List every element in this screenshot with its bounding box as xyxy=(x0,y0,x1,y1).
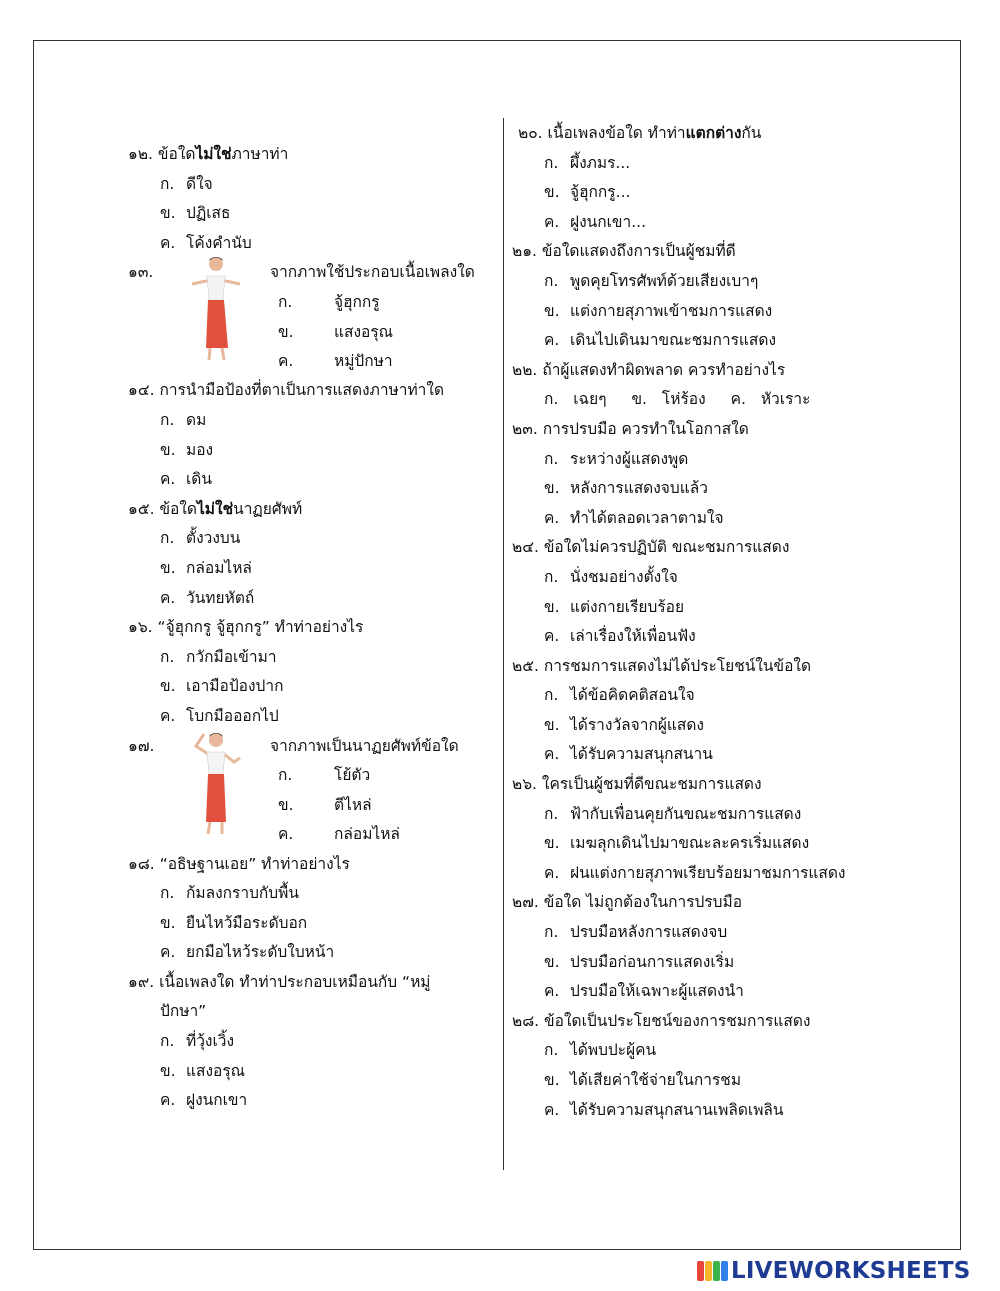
option-a[interactable]: ก. จู้ฮุกกรู xyxy=(278,292,380,311)
question-stem: ๑๒. ข้อใดไม่ใช่ภาษาท่า xyxy=(128,145,289,163)
option-a[interactable]: ก. ดม xyxy=(160,410,207,429)
question-13 xyxy=(128,258,488,376)
option-a[interactable]: ก. ฟ้ากับเพื่อนคุยกันขณะชมการแสดง xyxy=(544,804,802,823)
option-b[interactable]: ข. ปฏิเสธ xyxy=(160,204,231,223)
question-21 xyxy=(512,237,952,355)
option-a[interactable]: ก. ดีใจ xyxy=(160,174,213,193)
question-stem: ๒๘. ข้อใดเป็นประโยชน์ของการชมการแสดง xyxy=(512,1011,811,1030)
question-28 xyxy=(512,1007,952,1125)
question-prompt: จากภาพใช้ประกอบเนื้อเพลงใด xyxy=(270,263,475,282)
logo-bar-4 xyxy=(721,1261,728,1281)
options xyxy=(278,288,393,377)
option-a[interactable]: ก. โย้ตัว xyxy=(278,766,371,785)
question-stem: ๒๑. ข้อใดแสดงถึงการเป็นผู้ชมที่ดี xyxy=(512,242,736,261)
option-b[interactable]: ข. โห่ร้อง xyxy=(631,390,706,409)
options xyxy=(278,761,400,850)
option-b[interactable]: ข. เมฆลุกเดินไปมาขณะละครเริ่มแสดง xyxy=(544,834,810,853)
option-b[interactable]: ข. แต่งกายเรียบร้อย xyxy=(544,597,685,616)
question-stem: ๒๐. เนื้อเพลงข้อใด ทำท่าแตกต่างกัน xyxy=(518,124,762,142)
option-a[interactable]: ก. ที่วุ้งเวิ้ง xyxy=(160,1032,235,1051)
option-c[interactable]: ค. ได้รับความสนุกสนานเพลิดเพลิน xyxy=(544,1100,784,1119)
option-b[interactable]: ข. กล่อมไหล่ xyxy=(160,558,252,577)
dancer-skirt xyxy=(206,300,228,348)
option-c[interactable]: ค. วันทยหัตถ์ xyxy=(160,588,255,607)
question-27 xyxy=(512,888,952,1006)
question-stem: ๑๘. “อธิษฐานเอย” ทำท่าอย่างไร xyxy=(128,854,350,873)
option-c[interactable]: ค. ได้รับความสนุกสนาน xyxy=(544,745,713,764)
option-b[interactable]: ข. มอง xyxy=(160,440,214,459)
option-a[interactable]: ก. ตั้งวงบน xyxy=(160,529,241,548)
option-a[interactable]: ก. ได้พบปะผู้คน xyxy=(544,1041,657,1060)
option-a[interactable]: ก. พูดคุยโทรศัพท์ด้วยเสียงเบาๆ xyxy=(544,271,759,290)
dancer-legs xyxy=(208,822,222,834)
option-c[interactable]: ค. ปรบมือให้เฉพาะผู้แสดงนำ xyxy=(544,982,744,1001)
option-c[interactable]: ค. หัวเราะ xyxy=(730,390,811,409)
question-20 xyxy=(512,119,952,237)
question-17 xyxy=(128,732,488,850)
dancer-image xyxy=(178,254,254,366)
liveworksheets-logo[interactable] xyxy=(697,1258,970,1284)
dancer-image xyxy=(178,728,254,840)
logo-mark-icon xyxy=(697,1261,728,1281)
question-22 xyxy=(512,356,952,415)
option-c[interactable]: ค. ทำได้ตลอดเวลาตามใจ xyxy=(544,508,724,527)
option-b[interactable]: ข. ตีไหล่ xyxy=(278,795,372,814)
option-a[interactable]: ก. ได้ข้อคิดคติสอนใจ xyxy=(544,686,695,705)
question-12 xyxy=(128,140,488,258)
option-c[interactable]: ค. ฝนแต่งกายสุภาพเรียบร้อยมาชมการแสดง xyxy=(544,863,846,882)
option-a[interactable]: ก. กวักมือเข้ามา xyxy=(160,647,277,666)
option-c[interactable]: ค. ยกมือไหว้ระดับใบหน้า xyxy=(160,943,335,962)
option-b[interactable]: ข. เอามือป้องปาก xyxy=(160,677,284,696)
question-number: ๑๓. xyxy=(128,263,154,282)
question-stem: ๑๔. การนำมือป้องที่ตาเป็นการแสดงภาษาท่าใด xyxy=(128,381,445,400)
option-b[interactable]: ข. ได้เสียค่าใช้จ่ายในการชม xyxy=(544,1071,742,1089)
inline-options xyxy=(512,385,952,415)
option-a[interactable]: ก. เฉยๆ xyxy=(544,390,607,409)
right-column xyxy=(512,119,952,1125)
option-b[interactable]: ข. แสงอรุณ xyxy=(160,1061,246,1080)
question-prompt: จากภาพเป็นนาฏยศัพท์ข้อใด xyxy=(270,736,459,755)
question-15 xyxy=(128,495,488,613)
question-18 xyxy=(128,850,488,968)
option-c[interactable]: ค. โค้งคำนับ xyxy=(160,233,252,252)
question-stem: ๒๖. ใครเป็นผู้ชมที่ดีขณะชมการแสดง xyxy=(512,775,762,794)
dancer-shirt xyxy=(207,276,225,300)
question-25 xyxy=(512,652,952,770)
question-stem: ๑๖. “จู้ฮุกกรู จู้ฮุกกรู” ทำท่าอย่างไร xyxy=(128,618,364,637)
question-16 xyxy=(128,613,488,731)
question-stem: ๑๙. เนื้อเพลงใด ทำท่าประกอบเหมือนกับ “หมู่ xyxy=(128,972,431,991)
left-column xyxy=(128,140,488,1116)
question-26 xyxy=(512,770,952,888)
option-c[interactable]: ค. เล่าเรื่องให้เพื่อนฟัง xyxy=(544,627,696,646)
option-c[interactable]: ค. กล่อมไหล่ xyxy=(278,825,400,844)
option-b[interactable]: ข. แสงอรุณ xyxy=(278,322,394,341)
question-stem-continued: ปักษา” xyxy=(160,1002,207,1021)
question-24 xyxy=(512,533,952,651)
option-a[interactable]: ก. ระหว่างผู้แสดงพูด xyxy=(544,449,689,468)
option-c[interactable]: ค. เดิน xyxy=(160,470,212,489)
column-divider xyxy=(503,118,504,1170)
option-b[interactable]: ข. ได้รางวัลจากผู้แสดง xyxy=(544,715,704,734)
option-a[interactable]: ก. ปรบมือหลังการแสดงจบ xyxy=(544,923,728,942)
option-c[interactable]: ค. ฝูงนกเขา xyxy=(160,1091,248,1110)
option-c[interactable]: ค. เดินไปเดินมาขณะชมการแสดง xyxy=(544,331,777,350)
question-stem: ๒๓. การปรบมือ ควรทำในโอกาสใด xyxy=(512,419,749,438)
option-a[interactable]: ก. นั่งชมอย่างตั้งใจ xyxy=(544,567,678,586)
option-b[interactable]: ข. หลังการแสดงจบแล้ว xyxy=(544,479,708,498)
logo-bar-3 xyxy=(713,1261,720,1281)
option-b[interactable]: ข. ยืนไหว้มือระดับอก xyxy=(160,913,308,932)
dancer-skirt xyxy=(206,774,226,822)
question-19 xyxy=(128,968,488,1116)
question-number: ๑๗. xyxy=(128,736,155,755)
question-stem: ๑๕. ข้อใดไม่ใช่นาฏยศัพท์ xyxy=(128,499,303,518)
option-b[interactable]: ข. จู้ฮุกกรู... xyxy=(544,183,631,202)
option-b[interactable]: ข. แต่งกายสุภาพเข้าชมการแสดง xyxy=(544,301,773,320)
question-23 xyxy=(512,415,952,533)
question-stem: ๒๗. ข้อใด ไม่ถูกต้องในการปรบมือ xyxy=(512,893,743,912)
option-a[interactable]: ก. ผึ้งภมร... xyxy=(544,153,631,172)
logo-text: LIVEWORKSHEETS xyxy=(731,1258,971,1284)
question-stem: ๒๕. การชมการแสดงไม่ได้ประโยชน์ในข้อใด xyxy=(512,656,812,675)
option-c[interactable]: ค. หมู่ปักษา xyxy=(278,352,393,371)
dancer-shirt xyxy=(207,752,225,774)
option-c[interactable]: ค. โบกมือออกไป xyxy=(160,706,279,725)
question-14 xyxy=(128,376,488,494)
logo-bar-2 xyxy=(705,1261,712,1281)
option-b[interactable]: ข. ปรบมือก่อนการแสดงเริ่ม xyxy=(544,952,735,971)
question-stem: ๒๔. ข้อใดไม่ควรปฏิบัติ ขณะชมการแสดง xyxy=(512,538,790,557)
option-c[interactable]: ค. ฝูงนกเขา... xyxy=(544,212,647,231)
option-a[interactable]: ก. ก้มลงกราบกับพื้น xyxy=(160,884,299,903)
logo-bar-1 xyxy=(697,1261,704,1281)
question-stem: ๒๒. ถ้าผู้แสดงทำผิดพลาด ควรทำอย่างไร xyxy=(512,360,786,379)
dancer-legs xyxy=(209,348,224,360)
